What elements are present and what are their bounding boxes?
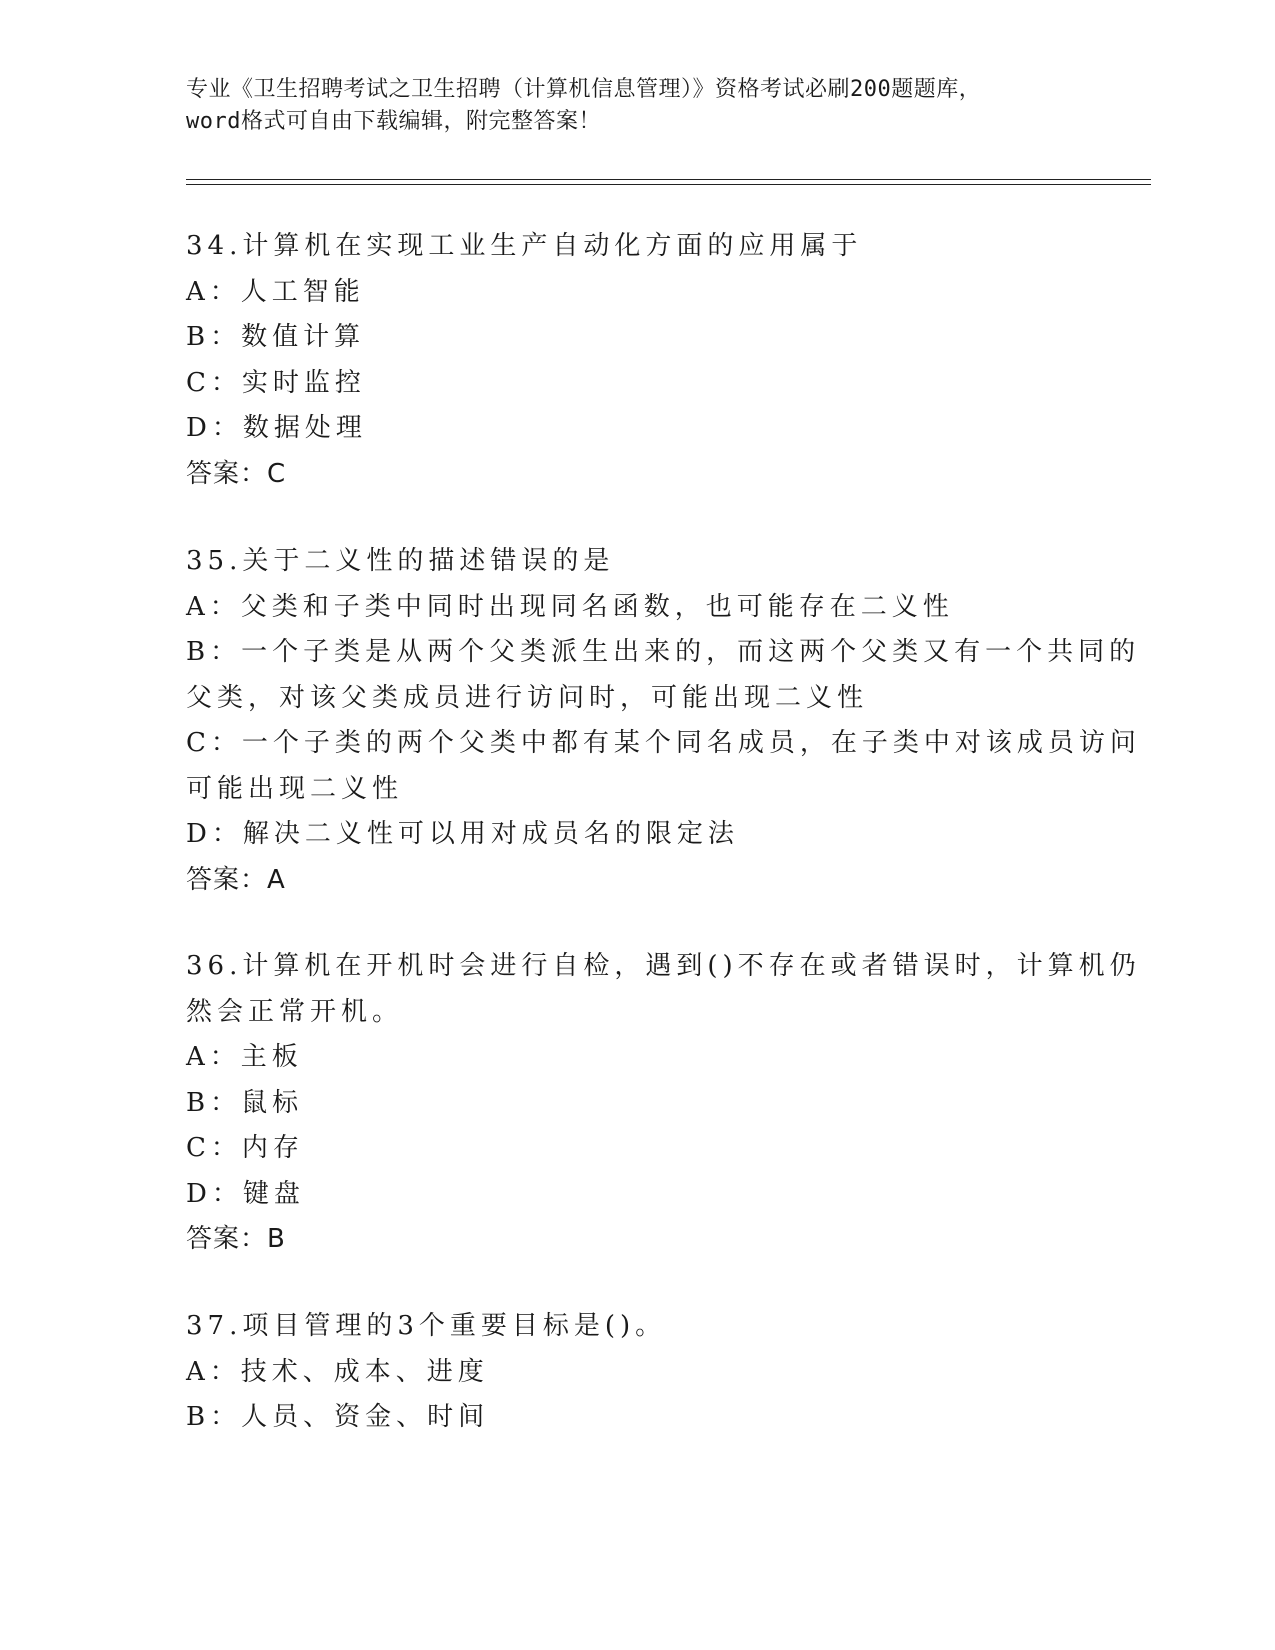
option-a: A：父类和子类中同时出现同名函数，也可能存在二义性 — [186, 591, 954, 622]
question-34 — [186, 224, 1086, 497]
header-line-1: 专业《卫生招聘考试之卫生招聘（计算机信息管理）》资格考试必刷200题题库， — [186, 77, 982, 102]
question-stem: 37.项目管理的3个重要目标是()。 — [186, 1311, 667, 1341]
option-a: A：人工智能 — [186, 276, 365, 307]
option-c-continued: 可能出现二义性 — [186, 773, 404, 804]
option-b: B：人员、资金、时间 — [186, 1402, 490, 1432]
option-b-continued: 父类，对该父类成员进行访问时，可能出现二义性 — [186, 682, 869, 713]
option-b: B：鼠标 — [186, 1087, 304, 1118]
option-b: B：一个子类是从两个父类派生出来的，而这两个父类又有一个共同的 — [186, 637, 1141, 667]
header-line-2: word格式可自由下载编辑，附完整答案！ — [186, 109, 601, 134]
question-36 — [186, 944, 1141, 1263]
option-b: B：数值计算 — [186, 322, 366, 352]
question-37 — [186, 1304, 1086, 1441]
question-35 — [186, 539, 1141, 903]
question-stem: 34.计算机在实现工业生产自动化方面的应用属于 — [186, 231, 863, 261]
question-stem: 35.关于二义性的描述错误的是 — [186, 546, 615, 576]
answer-line: 答案：B — [186, 1224, 286, 1254]
option-d: D：键盘 — [186, 1178, 305, 1209]
option-d: D：数据处理 — [186, 413, 367, 443]
question-stem-continued: 然会正常开机。 — [186, 996, 404, 1027]
document-header — [186, 74, 1066, 138]
option-c: C：一个子类的两个父类中都有某个同名成员，在子类中对该成员访问 — [186, 728, 1141, 758]
answer-line: 答案：A — [186, 864, 286, 895]
option-c: C：内存 — [186, 1133, 304, 1163]
question-stem: 36.计算机在开机时会进行自检，遇到()不存在或者错误时，计算机仍 — [186, 951, 1141, 981]
option-d: D：解决二义性可以用对成员名的限定法 — [186, 819, 739, 849]
option-a: A：技术、成本、进度 — [186, 1356, 489, 1387]
option-c: C：实时监控 — [186, 367, 366, 398]
header-divider — [186, 179, 1151, 185]
option-a: A：主板 — [186, 1042, 303, 1072]
answer-line: 答案：C — [186, 458, 287, 489]
